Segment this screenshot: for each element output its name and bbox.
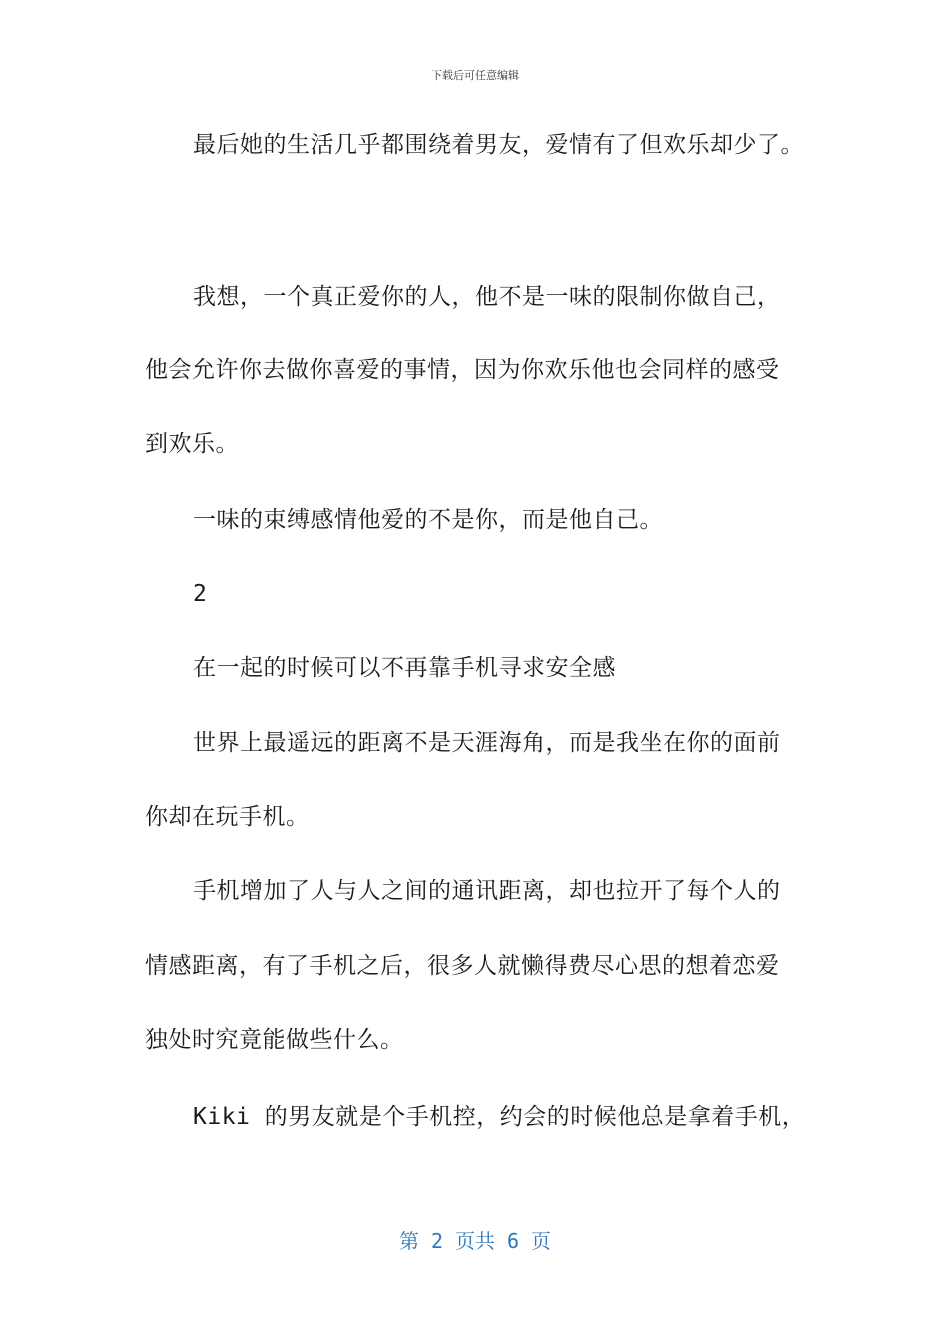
footer-current-page: 2 — [430, 1229, 443, 1253]
section-heading: 在一起的时候可以不再靠手机寻求安全感 — [193, 655, 616, 681]
paragraph-line: 最后她的生活几乎都围绕着男友，爱情有了但欢乐却少了。 — [193, 132, 804, 158]
section-number: 2 — [193, 581, 208, 607]
paragraph-line: 情感距离，有了手机之后，很多人就懒得费尽心思的想着恋爱 — [145, 953, 780, 979]
paragraph-line: 独处时究竟能做些什么。 — [145, 1027, 404, 1053]
paragraph-line: 手机增加了人与人之间的通讯距离，却也拉开了每个人的 — [193, 878, 781, 904]
page-header: 下载后可任意编辑 — [431, 69, 519, 82]
footer-total-pages: 6 — [507, 1229, 520, 1253]
paragraph-line: 世界上最遥远的距离不是天涯海角，而是我坐在你的面前 — [193, 730, 781, 756]
paragraph-line: 我想，一个真正爱你的人，他不是一味的限制你做自己， — [193, 284, 781, 310]
footer-prefix: 第 — [398, 1229, 419, 1253]
page-footer — [0, 1225, 950, 1254]
paragraph-line: 他会允许你去做你喜爱的事情，因为你欢乐他也会同样的感受 — [145, 357, 780, 383]
paragraph-line: 你却在玩手机。 — [145, 804, 310, 830]
paragraph-line: 到欢乐。 — [145, 431, 239, 457]
footer-middle: 页共 — [455, 1229, 495, 1253]
footer-suffix: 页 — [531, 1229, 552, 1253]
paragraph-line: Kiki 的男友就是个手机控，约会的时候他总是拿着手机， — [193, 1104, 806, 1130]
paragraph-line: 一味的束缚感情他爱的不是你，而是他自己。 — [193, 507, 663, 533]
